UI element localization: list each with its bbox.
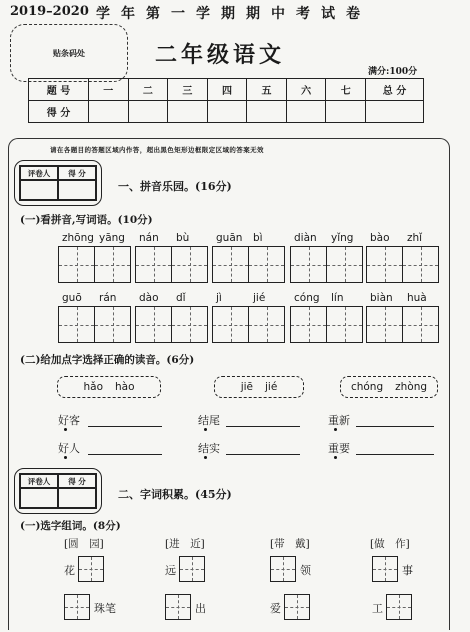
char-prefix: 爱: [270, 602, 281, 615]
pinyin-syllable: bào: [370, 232, 390, 244]
score-cell: 一: [89, 79, 129, 101]
score-input-cell[interactable]: [207, 101, 247, 123]
score-cell: 三: [168, 79, 208, 101]
pinyin-syllable: bù: [176, 232, 190, 244]
char-choice: [带 戴]: [270, 538, 310, 550]
answer-box[interactable]: [284, 594, 310, 620]
tianzige-box[interactable]: [212, 246, 249, 283]
score-cell: 总 分: [366, 79, 424, 101]
pinyin-syllable: dào: [139, 292, 159, 304]
reading-options-2: [214, 376, 304, 398]
emphasis-dot: [204, 456, 207, 459]
pinyin-syllable: zhǐ: [407, 232, 423, 244]
reading-options-1: [57, 376, 161, 398]
tianzige-box[interactable]: [171, 246, 208, 283]
pinyin-syllable: yāng: [99, 232, 125, 244]
tianzige-box[interactable]: [212, 306, 249, 343]
pinyin-syllable: guān: [216, 232, 243, 244]
tianzige-box[interactable]: [94, 306, 131, 343]
answer-box[interactable]: [386, 594, 412, 620]
reading-option[interactable]: jiē: [240, 381, 253, 393]
tianzige-box[interactable]: [290, 246, 327, 283]
score-cell: 题 号: [29, 79, 89, 101]
emphasis-dot: [334, 456, 337, 459]
reviewer-label: 评卷人: [20, 166, 58, 180]
grader-score-label: 得 分: [58, 166, 96, 180]
grader-box: [14, 160, 102, 206]
score-cell: 四: [207, 79, 247, 101]
tianzige-box[interactable]: [135, 306, 172, 343]
grader-score-input[interactable]: [58, 488, 96, 508]
score-cell: 二: [128, 79, 168, 101]
score-input-cell[interactable]: [128, 101, 168, 123]
full-mark: 满分:100分: [368, 67, 418, 77]
answer-line[interactable]: [356, 454, 434, 455]
score-cell: 七: [326, 79, 366, 101]
grader-score-input[interactable]: [58, 180, 96, 200]
word-item: 结尾: [198, 414, 220, 427]
char-suffix: 出: [195, 602, 206, 615]
score-table: [28, 78, 424, 123]
char-suffix: 领: [300, 564, 311, 577]
pinyin-syllable: jié: [253, 292, 266, 304]
exam-term: 学年第一学期期中考试卷: [96, 6, 371, 22]
reading-option[interactable]: jié: [265, 381, 278, 393]
word-item: 重新: [328, 414, 350, 427]
score-cell: 得 分: [29, 101, 89, 123]
answer-line[interactable]: [356, 426, 434, 427]
emphasis-dot: [204, 428, 207, 431]
tianzige-box[interactable]: [366, 306, 403, 343]
tianzige-box[interactable]: [402, 306, 439, 343]
answer-box[interactable]: [78, 556, 104, 582]
emphasis-dot: [64, 428, 67, 431]
score-input-cell[interactable]: [247, 101, 287, 123]
answer-line[interactable]: [226, 454, 300, 455]
answer-box[interactable]: [179, 556, 205, 582]
word-item: 重要: [328, 442, 350, 455]
tianzige-box[interactable]: [326, 306, 363, 343]
char-choice: [做 作]: [370, 538, 410, 550]
pinyin-syllable: zhōng: [62, 232, 94, 244]
answer-notice: 请在各题目的答题区域内作答，超出黑色矩形边框限定区域的答案无效: [50, 146, 264, 154]
answer-box[interactable]: [372, 556, 398, 582]
pinyin-syllable: biàn: [370, 292, 393, 304]
word-item: 好客: [58, 414, 80, 427]
char-prefix: 工: [372, 602, 383, 615]
pinyin-syllable: guō: [62, 292, 82, 304]
section-1-q1-title: (一)看拼音,写词语。(10分): [20, 214, 153, 226]
reviewer-input[interactable]: [20, 488, 58, 508]
pinyin-syllable: lín: [331, 292, 344, 304]
score-input-cell[interactable]: [168, 101, 208, 123]
reading-option[interactable]: hǎo: [83, 381, 103, 393]
score-input-cell[interactable]: [89, 101, 129, 123]
pinyin-syllable: huà: [407, 292, 427, 304]
score-input-cell[interactable]: [286, 101, 326, 123]
pinyin-syllable: diàn: [294, 232, 317, 244]
section-1-title: 一、拼音乐园。(16分): [118, 180, 232, 193]
char-suffix: 珠笔: [94, 602, 116, 615]
barcode-sticker-area: [10, 24, 128, 82]
score-input-cell[interactable]: [366, 101, 424, 123]
sticker-label: 贴条码处: [53, 47, 85, 58]
school-year: 2019–2020: [10, 4, 89, 19]
section-2-title: 二、字词积累。(45分): [118, 488, 232, 501]
answer-line[interactable]: [88, 426, 162, 427]
pinyin-syllable: jì: [216, 292, 222, 304]
reading-options-3: [340, 376, 438, 398]
tianzige-box[interactable]: [58, 306, 95, 343]
emphasis-dot: [334, 428, 337, 431]
answer-box[interactable]: [64, 594, 90, 620]
char-prefix: 远: [165, 564, 176, 577]
char-prefix: 花: [64, 564, 75, 577]
tianzige-box[interactable]: [402, 246, 439, 283]
tianzige-box[interactable]: [94, 246, 131, 283]
answer-box[interactable]: [270, 556, 296, 582]
score-input-cell[interactable]: [326, 101, 366, 123]
pinyin-syllable: bì: [253, 232, 263, 244]
word-item: 好人: [58, 442, 80, 455]
emphasis-dot: [64, 456, 67, 459]
pinyin-syllable: yǐng: [331, 232, 354, 244]
grader-score-label: 得 分: [58, 474, 96, 488]
score-cell: 五: [247, 79, 287, 101]
reviewer-label: 评卷人: [20, 474, 58, 488]
pinyin-syllable: cóng: [294, 292, 320, 304]
reading-option[interactable]: hào: [115, 381, 135, 393]
tianzige-box[interactable]: [58, 246, 95, 283]
page-title: 二年级语文: [155, 42, 286, 68]
answer-box[interactable]: [165, 594, 191, 620]
section-1-q2-title: (二)给加点字选择正确的读音。(6分): [20, 354, 195, 366]
pinyin-syllable: dǐ: [176, 292, 186, 304]
char-suffix: 事: [402, 564, 413, 577]
reading-option[interactable]: zhòng: [395, 381, 428, 393]
reviewer-input[interactable]: [20, 180, 58, 200]
section-2-q1-title: (一)选字组词。(8分): [20, 520, 121, 532]
char-choice: [进 近]: [165, 538, 205, 550]
answer-line[interactable]: [226, 426, 300, 427]
pinyin-syllable: nán: [139, 232, 159, 244]
pinyin-syllable: rán: [99, 292, 117, 304]
tianzige-box[interactable]: [171, 306, 208, 343]
score-table-header-row: [29, 79, 424, 101]
char-choice: [圆 园]: [64, 538, 104, 550]
reading-option[interactable]: chóng: [350, 381, 384, 393]
tianzige-box[interactable]: [290, 306, 327, 343]
tianzige-box[interactable]: [326, 246, 363, 283]
score-cell: 六: [286, 79, 326, 101]
tianzige-box[interactable]: [248, 306, 285, 343]
tianzige-box[interactable]: [248, 246, 285, 283]
word-item: 结实: [198, 442, 220, 455]
grader-box: [14, 468, 102, 514]
tianzige-box[interactable]: [366, 246, 403, 283]
score-table-score-row: [29, 101, 424, 123]
answer-line[interactable]: [88, 454, 162, 455]
tianzige-box[interactable]: [135, 246, 172, 283]
